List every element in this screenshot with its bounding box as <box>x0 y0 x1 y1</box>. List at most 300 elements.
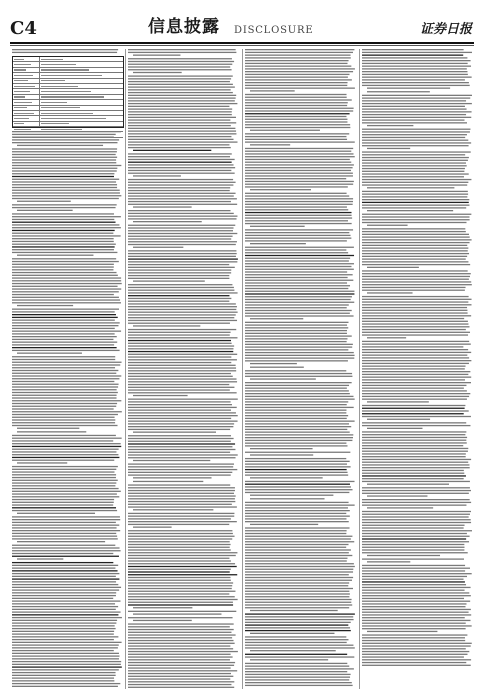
text-line <box>12 666 122 667</box>
text-line <box>245 370 346 371</box>
text-line <box>12 325 118 326</box>
text-line <box>12 283 122 284</box>
text-line <box>245 258 350 259</box>
text-line <box>362 199 469 200</box>
text-line <box>245 538 351 539</box>
text-line <box>362 645 471 646</box>
text-line <box>128 139 234 140</box>
text-line <box>362 184 467 185</box>
text-line <box>12 496 119 497</box>
text-line <box>12 446 121 447</box>
text-line <box>128 629 234 630</box>
text-line <box>128 426 233 427</box>
text-line <box>12 527 117 528</box>
text-line <box>362 379 465 380</box>
text-line <box>245 577 353 578</box>
text-line <box>362 202 469 203</box>
text-line <box>128 144 229 145</box>
text-line <box>245 382 352 383</box>
text-line <box>128 449 235 450</box>
text-line <box>367 91 430 92</box>
text-line <box>12 633 114 634</box>
text-line <box>128 410 231 411</box>
text-line <box>245 390 349 391</box>
text-line <box>245 156 355 157</box>
text-line <box>12 617 122 618</box>
text-line <box>17 255 93 256</box>
text-line <box>12 457 119 458</box>
text-line <box>362 493 469 494</box>
text-line <box>362 408 465 409</box>
text-line <box>12 280 121 281</box>
text-line <box>362 131 470 132</box>
text-line <box>12 342 117 343</box>
text-line <box>12 491 121 492</box>
text-line <box>362 570 465 571</box>
text-line <box>245 55 351 56</box>
text-line <box>245 527 350 528</box>
text-line <box>128 133 236 134</box>
text-line <box>245 178 346 179</box>
text-line <box>245 271 347 272</box>
text-line <box>245 647 355 648</box>
text-line <box>362 129 470 130</box>
text-line <box>12 314 116 315</box>
text-line <box>128 216 237 217</box>
text-line <box>12 595 116 596</box>
text-line <box>12 235 121 236</box>
text-line <box>362 97 470 98</box>
text-line <box>12 213 114 214</box>
text-line <box>12 454 118 455</box>
text-line <box>12 581 116 582</box>
text-line <box>245 410 346 411</box>
text-line <box>362 77 472 78</box>
text-line <box>128 306 237 307</box>
text-line <box>128 275 229 276</box>
text-line <box>362 609 471 610</box>
text-line <box>245 671 347 672</box>
text-line <box>12 347 117 348</box>
text-line <box>12 373 116 374</box>
text-line <box>245 360 348 361</box>
text-line <box>128 518 231 519</box>
text-line <box>12 241 114 242</box>
text-line <box>128 238 231 239</box>
text-line <box>128 81 230 82</box>
text-line <box>367 267 419 268</box>
text-line <box>245 124 350 125</box>
text-line <box>128 128 235 129</box>
text-line <box>245 49 354 50</box>
text-line <box>12 266 114 267</box>
text-line <box>245 674 351 675</box>
text-line <box>362 205 469 206</box>
text-line <box>362 352 471 353</box>
text-line <box>362 445 463 446</box>
text-line <box>128 114 232 115</box>
text-line <box>12 545 115 546</box>
text-line <box>12 381 114 382</box>
text-line <box>133 509 213 510</box>
text-line <box>362 382 471 383</box>
text-line <box>128 384 229 385</box>
text-line <box>128 407 237 408</box>
text-line <box>128 95 236 96</box>
text-line <box>128 264 229 265</box>
text-line <box>12 609 116 610</box>
text-line <box>128 530 232 531</box>
text-line <box>245 274 353 275</box>
text-line <box>362 470 464 471</box>
text-line <box>12 170 117 171</box>
text-line <box>362 79 465 80</box>
text-line <box>12 336 117 337</box>
text-line <box>128 645 230 646</box>
text-line <box>12 134 116 135</box>
text-line <box>12 628 116 629</box>
text-line <box>362 261 468 262</box>
text-line <box>128 295 229 296</box>
text-line <box>245 113 350 114</box>
text-line <box>128 617 233 618</box>
text-line <box>128 611 236 612</box>
text-line <box>128 253 237 254</box>
text-line <box>12 148 117 149</box>
text-line <box>362 323 468 324</box>
text-line <box>245 77 348 78</box>
text-line <box>367 428 422 429</box>
text-line <box>362 541 469 542</box>
text-line <box>362 413 464 414</box>
text-line <box>362 349 468 350</box>
text-line <box>128 193 236 194</box>
text-line <box>245 580 352 581</box>
text-line <box>250 363 297 364</box>
text-line <box>362 176 464 177</box>
text-line <box>12 631 114 632</box>
text-line <box>128 159 235 160</box>
text-line <box>17 431 86 432</box>
text-line <box>245 533 346 534</box>
text-line <box>362 360 471 361</box>
text-line <box>12 570 118 571</box>
text-line <box>12 49 118 50</box>
text-line <box>245 574 349 575</box>
text-line <box>12 192 120 193</box>
text-line <box>12 650 114 651</box>
text-line <box>245 209 348 210</box>
text-line <box>245 443 346 444</box>
text-line <box>362 191 468 192</box>
text-line <box>128 162 232 163</box>
text-line <box>362 304 471 305</box>
text-line <box>245 596 349 597</box>
text-line <box>362 603 466 604</box>
text-line <box>128 634 236 635</box>
text-line <box>245 440 352 441</box>
text-line <box>12 190 120 191</box>
text-line <box>362 264 470 265</box>
text-line <box>128 356 231 357</box>
text-line <box>128 340 231 341</box>
text-line <box>17 210 73 211</box>
text-line <box>362 552 468 553</box>
text-line <box>245 193 347 194</box>
text-line <box>362 425 470 426</box>
text-line <box>245 434 353 435</box>
text-line <box>17 201 71 202</box>
text-line <box>128 190 230 191</box>
text-line <box>362 565 465 566</box>
text-line <box>128 272 231 273</box>
text-line <box>128 309 236 310</box>
text-line <box>362 117 471 118</box>
text-line <box>12 344 114 345</box>
text-line <box>245 630 351 631</box>
text-line <box>245 656 354 657</box>
column-divider <box>125 49 126 689</box>
text-line <box>362 377 471 378</box>
column-divider <box>359 49 360 689</box>
text-line <box>12 578 119 579</box>
text-line <box>362 399 467 400</box>
text-line <box>245 252 348 253</box>
text-line <box>12 219 114 220</box>
text-line <box>245 502 349 503</box>
text-line <box>12 655 119 656</box>
text-line <box>12 168 117 169</box>
text-line <box>362 57 467 58</box>
text-line <box>245 591 349 592</box>
text-line <box>12 370 118 371</box>
text-line <box>128 314 236 315</box>
text-line <box>128 227 234 228</box>
text-line <box>362 256 467 257</box>
text-line <box>362 52 472 53</box>
text-line <box>12 664 121 665</box>
text-line <box>133 607 192 608</box>
text-line <box>128 536 235 537</box>
text-line <box>245 249 346 250</box>
text-line <box>245 304 349 305</box>
text-line <box>133 477 212 478</box>
text-line <box>128 474 231 475</box>
text-line <box>133 620 192 621</box>
text-line <box>128 626 230 627</box>
text-line <box>12 339 113 340</box>
text-line <box>128 201 231 202</box>
text-line <box>245 654 347 655</box>
text-line <box>12 480 118 481</box>
text-line <box>245 206 347 207</box>
text-line <box>245 175 353 176</box>
text-line <box>12 207 116 208</box>
text-line <box>245 151 351 152</box>
text-line <box>362 228 465 229</box>
text-line <box>128 665 234 666</box>
text-line <box>362 355 467 356</box>
text-line <box>362 514 470 515</box>
text-line <box>133 325 200 326</box>
text-line <box>128 61 234 62</box>
text-line <box>12 451 116 452</box>
text-line <box>245 627 350 628</box>
text-line <box>12 530 120 531</box>
text-line <box>128 513 234 514</box>
text-line <box>128 623 234 624</box>
text-line <box>250 633 334 634</box>
text-line <box>128 656 233 657</box>
text-line <box>12 198 119 199</box>
text-line <box>12 669 119 670</box>
text-line <box>128 49 236 50</box>
text-line <box>362 222 466 223</box>
text-line <box>128 278 229 279</box>
text-line <box>128 446 232 447</box>
text-line <box>362 393 470 394</box>
text-line <box>128 389 230 390</box>
text-line <box>128 156 230 157</box>
text-line <box>12 395 117 396</box>
text-line <box>128 684 231 685</box>
text-line <box>362 357 469 358</box>
text-line <box>245 412 346 413</box>
text-line <box>362 74 468 75</box>
text-line <box>245 418 347 419</box>
text-line <box>128 362 231 363</box>
text-line <box>128 640 234 641</box>
text-line <box>367 419 430 420</box>
text-line <box>12 507 116 508</box>
text-line <box>362 194 468 195</box>
text-line <box>12 244 116 245</box>
text-line <box>12 297 119 298</box>
text-line <box>362 55 463 56</box>
text-line <box>245 310 352 311</box>
text-line <box>250 130 320 131</box>
text-line <box>128 516 234 517</box>
text-line <box>12 302 121 303</box>
text-line <box>12 438 122 439</box>
text-line <box>12 466 118 467</box>
text-line <box>12 469 116 470</box>
text-line <box>128 401 231 402</box>
text-line <box>12 238 114 239</box>
text-line <box>362 157 469 158</box>
text-line <box>12 647 118 648</box>
text-line <box>245 423 349 424</box>
text-line <box>362 665 471 666</box>
text-line <box>12 553 113 554</box>
text-line <box>12 677 114 678</box>
text-line <box>12 359 115 360</box>
text-line <box>245 399 355 400</box>
text-line <box>245 666 349 667</box>
text-line <box>12 179 119 180</box>
text-line <box>128 233 237 234</box>
text-line <box>12 204 117 205</box>
text-line <box>245 437 353 438</box>
text-line <box>128 348 233 349</box>
text-line <box>362 656 464 657</box>
text-line <box>362 462 468 463</box>
text-line <box>362 106 465 107</box>
text-line <box>245 167 353 168</box>
text-line <box>362 490 471 491</box>
text-line <box>12 533 116 534</box>
text-line <box>12 375 121 376</box>
text-line <box>250 378 316 379</box>
text-line <box>367 555 440 556</box>
text-line <box>128 370 236 371</box>
text-line <box>128 549 231 550</box>
text-line <box>362 519 471 520</box>
text-line <box>128 441 231 442</box>
text-line <box>245 685 353 686</box>
text-line <box>128 298 231 299</box>
text-line <box>128 582 233 583</box>
text-line <box>245 215 352 216</box>
text-line <box>12 488 119 489</box>
text-line <box>250 495 333 496</box>
text-line <box>128 563 235 564</box>
text-line <box>12 683 120 684</box>
text-line <box>245 513 346 514</box>
text-line <box>128 544 231 545</box>
text-line <box>17 462 67 463</box>
text-line <box>362 648 466 649</box>
text-line <box>133 481 203 482</box>
text-line <box>362 154 465 155</box>
text-line <box>12 356 115 357</box>
text-line <box>128 637 232 638</box>
text-line <box>362 511 471 512</box>
text-line <box>245 170 351 171</box>
text-line <box>245 116 346 117</box>
text-line <box>245 327 348 328</box>
text-line <box>362 620 470 621</box>
header-rule-thin <box>10 45 474 46</box>
text-line <box>245 484 350 485</box>
text-line <box>362 516 469 517</box>
text-line <box>128 501 235 502</box>
text-line <box>128 574 237 575</box>
text-line <box>12 216 121 217</box>
text-line <box>362 122 467 123</box>
text-line <box>245 607 349 608</box>
text-line <box>128 569 231 570</box>
text-line <box>362 536 470 537</box>
text-line <box>367 507 433 508</box>
text-line <box>245 121 347 122</box>
text-line <box>362 456 466 457</box>
article-column-2 <box>128 49 238 689</box>
text-line <box>245 645 353 646</box>
text-line <box>250 498 325 499</box>
text-line <box>245 74 350 75</box>
text-line <box>12 309 119 310</box>
text-line <box>245 407 354 408</box>
text-line <box>12 519 120 520</box>
text-line <box>245 333 347 334</box>
text-line <box>12 397 117 398</box>
text-line <box>12 159 116 160</box>
text-line <box>245 263 354 264</box>
text-line <box>12 362 122 363</box>
text-line <box>12 331 121 332</box>
text-line <box>245 247 354 248</box>
